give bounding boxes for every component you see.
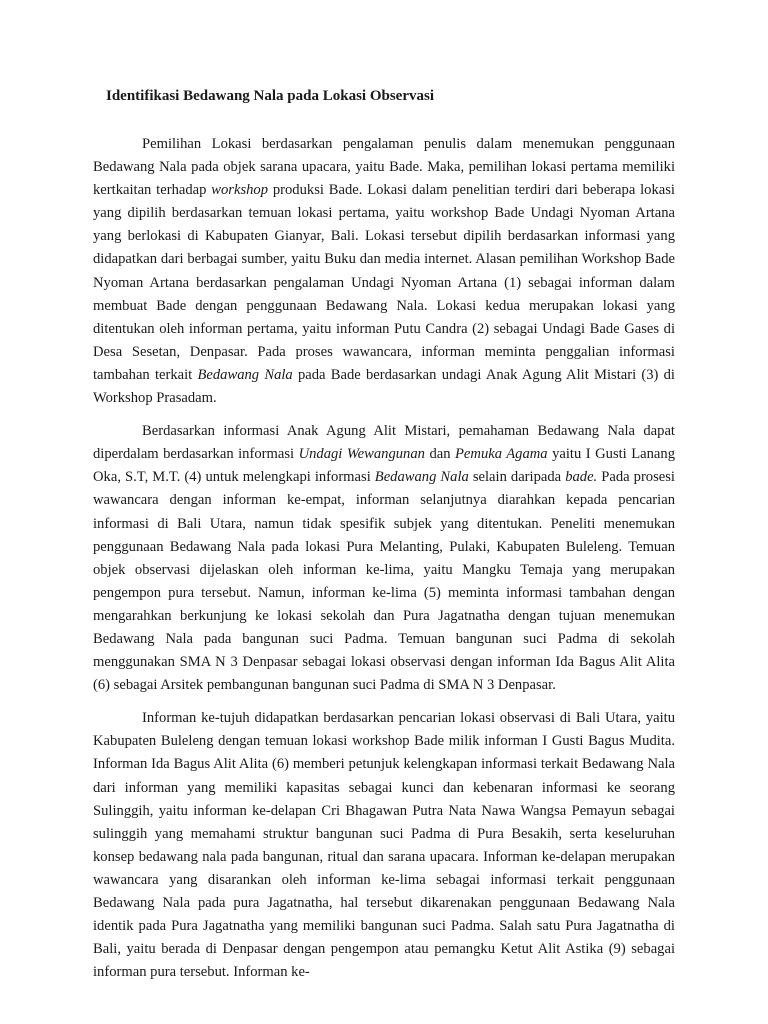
paragraph-2-emphasis-undagi-wewangunan: Undagi Wewangunan bbox=[298, 446, 425, 463]
paragraph-1-segment: pada Bade berdasarkan undagi Anak Agung Alit Mistari (3) di Workshop Prasadam. bbox=[93, 366, 675, 407]
paragraph-1-emphasis-bedawang-nala: Bedawang Nala bbox=[197, 366, 293, 383]
paragraph-3-segment: Informan ke-tujuh didapatkan berdasarkan pencarian lokasi observasi di Bali Utara, yaitu Kabupaten Buleleng dengan temuan lokasi workshop Bade milik informan I Gusti Bagus Mudita. Informan Ida Bagus Alit Alita (6) memberi petunjuk kelengkapan informasi terkait Bedawang Nala dari informan yang memiliki kapasitas sebagai kunci dan kebenaran informasi ke seorang Sulinggih, yaitu informan ke-delapan Cri Bhagawan Putra Nata Nawa Wangsa Pemayun sebagai sulinggih yang memahami struktur bangunan suci Padma di Pura Besakih, serta keseluruhan konsep bedawang nala pada bangunan, ritual dan sarana upacara. Informan ke-delapan merupakan wawancara yang disarankan oleh informan ke-lima sebagai informasi terkait penggunaan Bedawang Nala pada pura Jagatnatha, hal tersebut dikarenakan penggunaan Bedawang Nala identik pada Pura Jagatnatha yang memiliki bangunan suci Padma. Salah satu Pura Jagatnatha di Bali, yaitu berada di Denpasar dengan pengempon atau pemangku Ketut Alit Astika (9) sebagai informan pura tersebut. Informan ke- bbox=[93, 710, 675, 981]
paragraph-1 bbox=[93, 133, 675, 410]
section-heading: Identifikasi Bedawang Nala pada Lokasi Observasi bbox=[106, 88, 434, 104]
paragraph-3 bbox=[93, 707, 675, 984]
paragraph-2-segment: Pada prosesi wawancara dengan informan ke-empat, informan selanjutnya diarahkan kepada pencarian informasi di Bali Utara, namun tidak spesifik subjek yang ditentukan. Peneliti menemukan penggunaan Bedawang Nala pada lokasi Pura Melanting, Pulaki, Kabupaten Buleleng. Temuan objek observasi dijelaskan oleh informan ke-lima, yaitu Mangku Temaja yang merupakan pengempon pura tersebut. Namun, informan ke-lima (5) meminta informasi tambahan dengan mengarahkan berkunjung ke lokasi sekolah dan Pura Jagatnatha dengan tujuan menemukan Bedawang Nala pada bangunan suci Padma. Temuan bangunan suci Padma di sekolah menggunakan SMA N 3 Denpasar sebagai lokasi observasi dengan informan Ida Bagus Alit Alita (6) sebagai Arsitek pembangunan bangunan suci Padma di SMA N 3 Denpasar. bbox=[93, 469, 675, 694]
paragraph-2-segment: dan bbox=[424, 446, 456, 463]
paragraph-2-emphasis-bedawang-nala: Bedawang Nala bbox=[374, 469, 469, 486]
paragraph-1-segment: Pemilihan Lokasi berdasarkan pengalaman penulis dalam menemukan penggunaan Bedawang Nala pada objek sarana upacara, yaitu Bade. Maka, pemilihan lokasi pertama memiliki kertkaitan terhadap bbox=[93, 136, 675, 199]
paragraph-2 bbox=[93, 420, 675, 697]
paragraph-2-emphasis-pemuka-agama: Pemuka Agama bbox=[455, 446, 548, 463]
paragraph-2-segment: Berdasarkan informasi Anak Agung Alit Mistari, pemahaman Bedawang Nala dapat diperdalam berdasarkan informasi bbox=[93, 423, 675, 463]
paragraph-2-segment: yaitu I Gusti Lanang Oka, S.T, M.T. (4) untuk melengkapi informasi bbox=[93, 446, 675, 486]
paragraph-1-emphasis-workshop: workshop bbox=[211, 182, 269, 199]
paragraph-2-emphasis-bade: bade. bbox=[565, 469, 598, 486]
body-text bbox=[93, 133, 675, 994]
paragraph-2-segment: selain daripada bbox=[468, 469, 566, 486]
paragraph-1-segment: produksi Bade. Lokasi dalam penelitian terdiri dari beberapa lokasi yang dipilih berdasarkan temuan lokasi pertama, yaitu workshop Bade Undagi Nyoman Artana yang berlokasi di Kabupaten Gianyar, Bali. Lokasi tersebut dipilih berdasarkan informasi yang didapatkan dari berbagai sumber, yaitu Buku dan media internet. Alasan pemilihan Workshop Bade Nyoman Artana berdasarkan pengalaman Undagi Nyoman Artana (1) sebagai informan dalam membuat Bade dengan penggunaan Bedawang Nala. Lokasi kedua merupakan lokasi yang ditentukan oleh informan pertama, yaitu informan Putu Candra (2) sebagai Undagi Bade Gases di Desa Sesetan, Denpasar. Pada proses wawancara, informan meminta penggalian informasi tambahan terkait bbox=[93, 182, 675, 383]
